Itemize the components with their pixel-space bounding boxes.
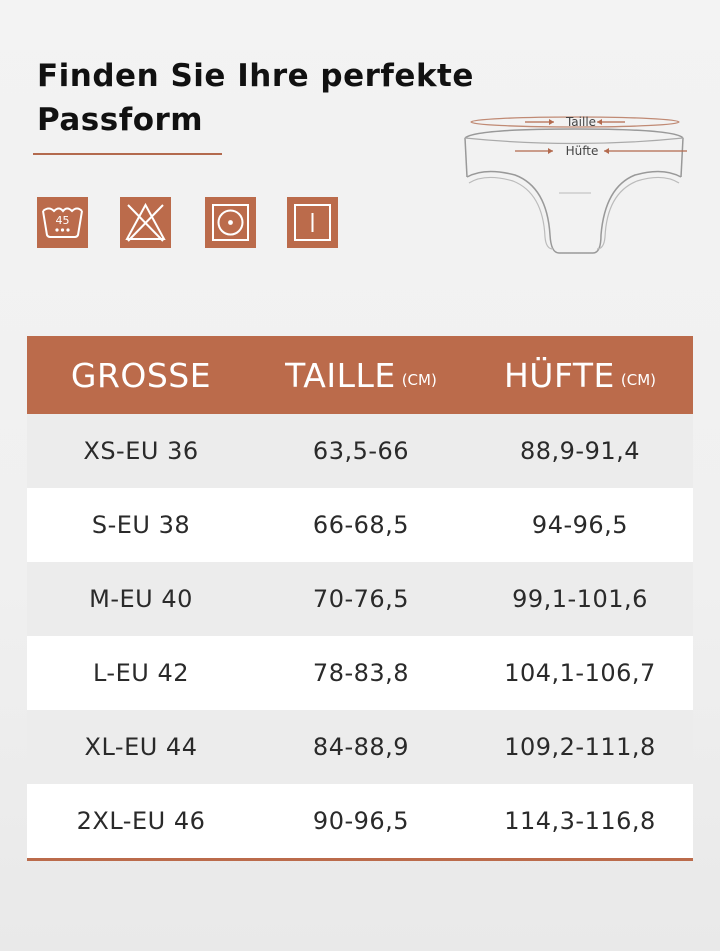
header-hip-label: HÜFTE [503,355,615,395]
table-row [27,562,693,636]
title-line-1: Finden Sie Ihre perfekte [37,58,474,94]
waist-cell: 63,5-66 [312,437,410,465]
hip-cell: 114,3-116,8 [504,807,656,835]
size-cell: 2XL-EU 46 [76,807,206,835]
table-bottom-rule [27,858,693,861]
hip-cell: 88,9-91,4 [519,437,641,465]
header-hip [467,356,693,395]
title-line-2: Passform [37,102,204,138]
table-row [27,488,693,562]
waist-cell: 90-96,5 [312,807,410,835]
wash-45-icon [37,197,88,248]
header-waist [255,356,467,395]
hip-cell: 109,2-111,8 [504,733,656,761]
size-cell: XL-EU 44 [84,733,198,761]
header-waist-label: TAILLE [285,355,396,395]
size-cell: XS-EU 36 [83,437,199,465]
waist-label: Taille [565,115,597,129]
table-header [27,336,693,414]
line-dry-icon [287,197,338,248]
header-hip-unit: (CM) [620,370,656,389]
size-table [27,336,693,861]
header-waist-unit: (CM) [401,370,437,389]
table-row [27,414,693,488]
title-divider [33,153,222,155]
hip-label: Hüfte [565,144,599,158]
size-cell: M-EU 40 [89,585,193,613]
waist-cell: 66-68,5 [312,511,410,539]
table-row [27,784,693,858]
wash-temp-label: 45 [55,214,70,227]
header-size-label: GROSSE [70,355,212,395]
waist-cell: 84-88,9 [312,733,410,761]
table-row [27,710,693,784]
waist-cell: 78-83,8 [312,659,410,687]
tumble-dry-icon [205,197,256,248]
hip-cell: 99,1-101,6 [512,585,648,613]
no-bleach-icon [120,197,171,248]
page-title [37,54,497,142]
header-size [27,356,255,395]
waist-cell: 70-76,5 [312,585,410,613]
table-row [27,636,693,710]
size-cell: S-EU 38 [91,511,191,539]
size-cell: L-EU 42 [92,659,189,687]
hip-cell: 104,1-106,7 [504,659,656,687]
measurement-diagram [455,105,695,265]
hip-cell: 94-96,5 [531,511,629,539]
